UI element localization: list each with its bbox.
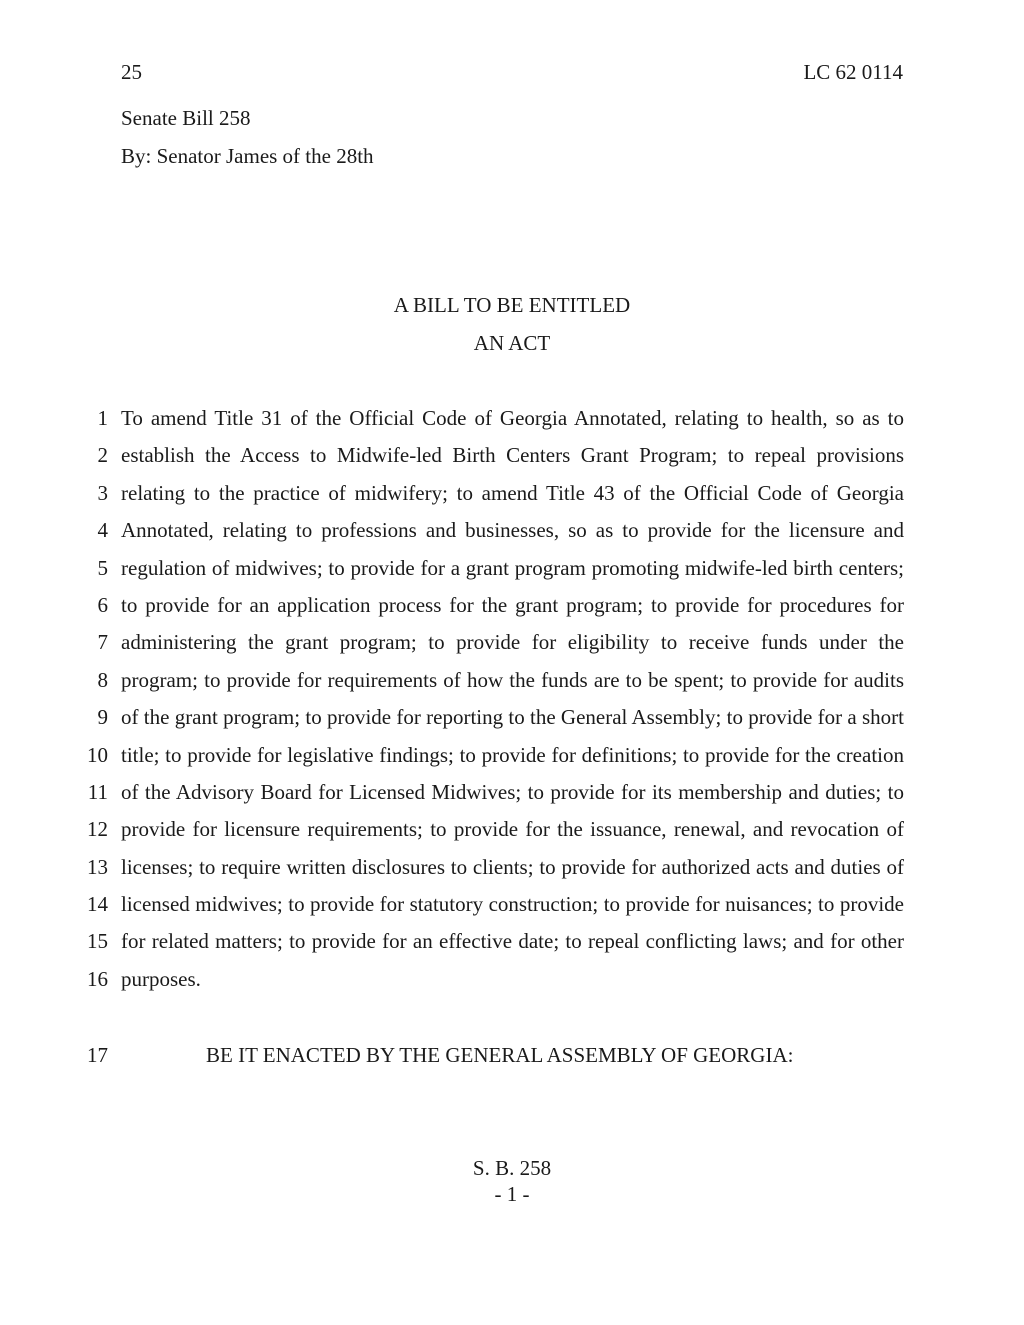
body-line [0, 517, 1024, 554]
body-line [0, 592, 1024, 629]
line-number: 7 [97, 630, 108, 655]
line-number: 6 [97, 592, 108, 617]
line-number: 4 [97, 518, 108, 543]
line-text: for related matters; to provide for an effective date; to repeal conflicting laws; and for other [121, 929, 904, 954]
line-number: 11 [87, 779, 108, 804]
body-line [0, 405, 1024, 442]
footer-bill-reference: S. B. 258 [472, 1156, 552, 1180]
body-line [0, 667, 1024, 704]
line-number: 13 [87, 854, 108, 879]
bill-title-subheading: AN ACT [473, 331, 551, 355]
line-text: purposes. [121, 966, 201, 991]
body-line [0, 742, 1024, 779]
bill-number: Senate Bill 258 [121, 106, 251, 130]
line-text: relating to the practice of midwifery; to amend Title 43 of the Official Code of Georgia [121, 480, 904, 505]
line-text: of the grant program; to provide for reporting to the General Assembly; to provide for a short [121, 705, 904, 730]
line-text: establish the Access to Midwife-led Birth Centers Grant Program; to repeal provisions [121, 443, 904, 468]
line-number: 17 [87, 1043, 108, 1067]
bill-body [0, 405, 1024, 1003]
line-number: 14 [87, 892, 108, 917]
line-number: 2 [97, 443, 108, 468]
session-number: 25 [121, 60, 142, 84]
line-number: 8 [97, 667, 108, 692]
body-line [0, 891, 1024, 928]
line-number: 10 [87, 742, 108, 767]
body-line [0, 442, 1024, 479]
bill-sponsor: By: Senator James of the 28th [121, 144, 374, 168]
enacting-clause: BE IT ENACTED BY THE GENERAL ASSEMBLY OF GEORGIA: [206, 1043, 794, 1067]
line-text: title; to provide for legislative findings; to provide for definitions; to provide for the creation [121, 742, 904, 767]
body-line [0, 928, 1024, 965]
line-text: licenses; to require written disclosures to clients; to provide for authorized acts and duties of [121, 854, 904, 879]
line-number: 15 [87, 929, 108, 954]
page-number: - 1 - [494, 1182, 530, 1206]
body-line [0, 779, 1024, 816]
line-number: 1 [97, 406, 108, 430]
line-text: To amend Title 31 of the Official Code of Georgia Annotated, relating to health, so as to [121, 406, 904, 430]
line-number: 16 [87, 966, 108, 991]
body-line [0, 704, 1024, 741]
body-line [0, 629, 1024, 666]
line-text: provide for licensure requirements; to provide for the issuance, renewal, and revocation of [121, 817, 904, 842]
line-text: program; to provide for requirements of how the funds are to be spent; to provide for audits [121, 667, 904, 692]
body-line [0, 555, 1024, 592]
line-number: 9 [97, 705, 108, 730]
body-line [0, 854, 1024, 891]
body-line [0, 966, 1024, 1003]
body-line [0, 816, 1024, 853]
line-text: of the Advisory Board for Licensed Midwives; to provide for its membership and duties; to [121, 779, 904, 804]
line-text: licensed midwives; to provide for statutory construction; to provide for nuisances; to provide [121, 892, 904, 917]
line-text: administering the grant program; to provide for eligibility to receive funds under the [121, 630, 904, 655]
body-line [0, 480, 1024, 517]
line-text: to provide for an application process for the grant program; to provide for procedures for [121, 592, 904, 617]
line-text: Annotated, relating to professions and businesses, so as to provide for the licensure and [121, 518, 904, 543]
line-text: regulation of midwives; to provide for a grant program promoting midwife-led birth centers; [121, 555, 904, 580]
bill-title-heading: A BILL TO BE ENTITLED [393, 293, 631, 317]
line-number: 12 [87, 817, 108, 842]
lc-number: LC 62 0114 [803, 60, 903, 84]
line-number: 5 [97, 555, 108, 580]
line-number: 3 [97, 480, 108, 505]
